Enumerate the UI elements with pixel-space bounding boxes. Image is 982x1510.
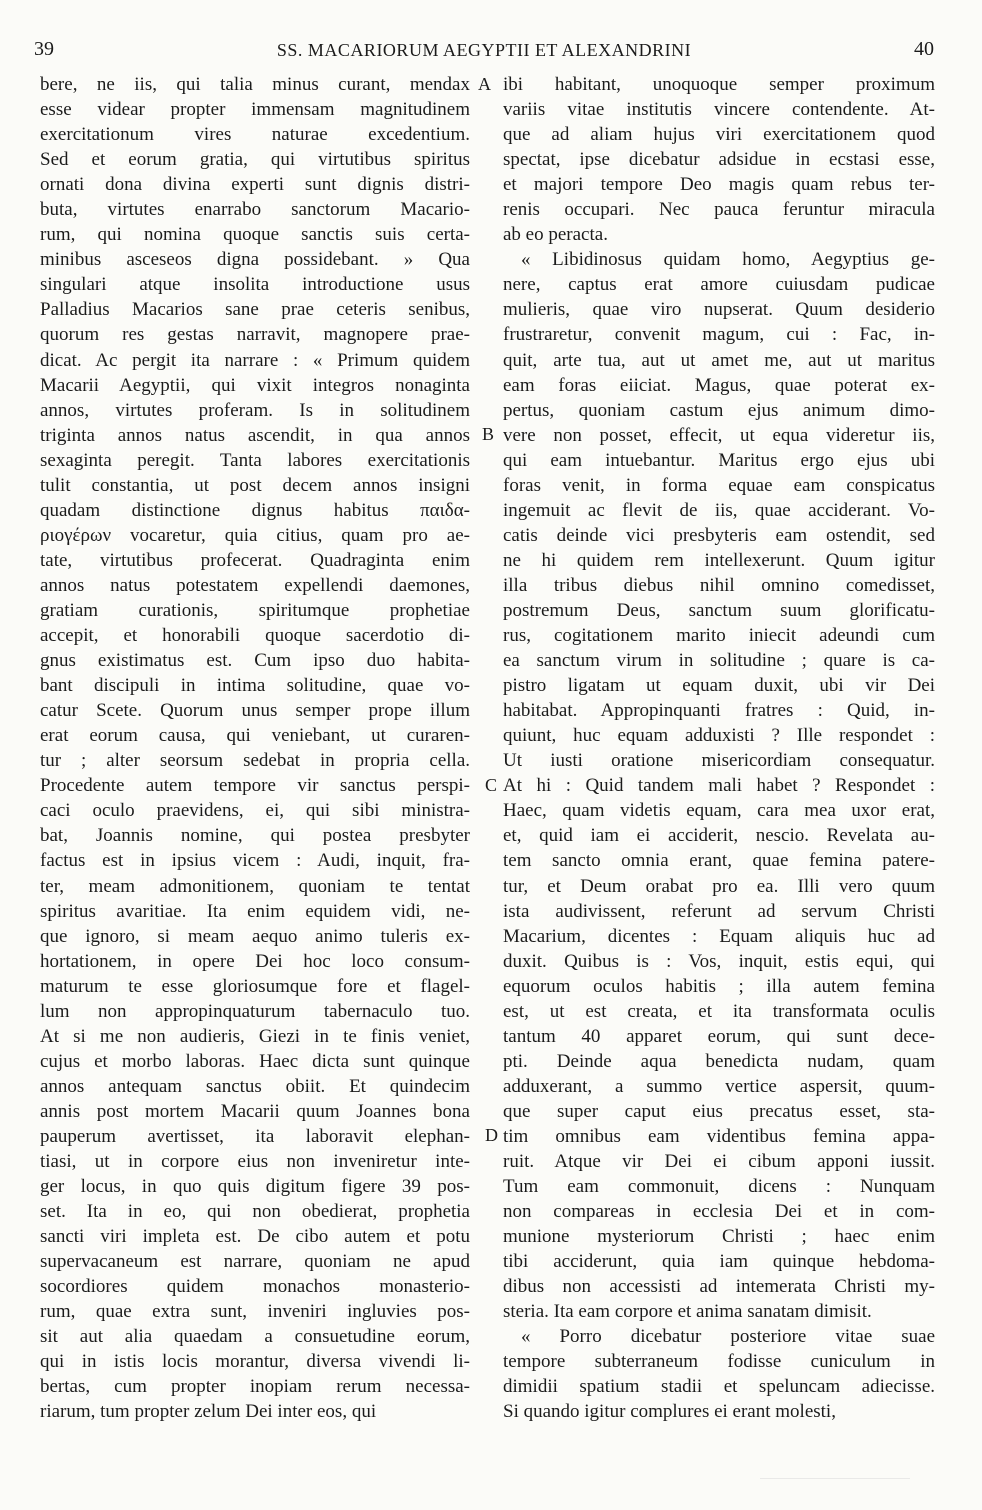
text-line: que ignoro, si meam aequo animo tuleris ex- [40,925,470,947]
text-line: bat, Joannis nomine, qui postea presbyter [40,825,470,847]
text-line: ea sanctum virum in solitudine ; quare is ca- [503,650,935,672]
running-header [34,38,934,62]
text-line: postremum Deus, sanctum suum glorificatu- [503,599,935,621]
text-line: catur Scete. Quorum unus semper prope illum [40,700,470,722]
text-line: annos natus potestatem expellendi daemones, [40,574,470,596]
text-line: triginta annos natus ascendit, in qua annos [40,424,470,446]
text-line: ingemuit ac flevit de iis, quae acciderant. Vo- [503,499,935,521]
text-line: equorum oculos habitis ; illa autem femina [503,975,935,997]
text-line: « Libidinosus quidam homo, Aegyptius ge- [521,249,935,271]
text-line: qui eam intuebantur. Maritus ergo ejus ubi [503,449,935,471]
text-line: singulari atque insolita introductione usus [40,274,470,296]
text-line: ter, meam admonitionem, quoniam te tentat [40,875,470,897]
text-line: ista audivissent, referunt ad servum Christi [503,900,935,922]
text-line: rum, quae extra sunt, inveniri ingluvies pos- [40,1301,470,1323]
text-line: dibus non accessisti ad intemerata Christi my- [503,1276,935,1298]
text-line: annos antequam sanctus obiit. Et quindecim [40,1075,470,1097]
text-line: lum non appropinquaturum tabernaculo tuo. [40,1000,470,1022]
text-line: ab eo peracta. [503,224,608,246]
text-line: maturum te esse gloriosumque fore et flagel- [40,975,470,997]
text-line: adduxerant, a summo vertice aspersit, quum- [503,1075,935,1097]
text-line: Haec, quam videtis equam, cara mea uxor erat, [503,800,935,822]
text-line: hortationem, in opere Dei hoc loco consum- [40,950,470,972]
text-line: dimidii spatium stadii et speluncam adiecisse. [503,1376,935,1398]
text-line: Macarii Aegyptii, qui vixit integros nonaginta [40,374,470,396]
text-line: eam foras eiiciat. Magus, quae poterat ex- [503,374,935,396]
text-line: tem sancto omnia erant, quae femina patere- [503,850,935,872]
text-line: ne hi quidem rem intellexerunt. Quum igitur [503,549,935,571]
text-line: cujus et morbo laboras. Haec dicta sunt quinque [40,1050,470,1072]
text-line: tim omnibus eam videntibus femina appa- [503,1125,935,1147]
text-line: spectat, ipse dicebatur adsidue in ecstasi esse, [503,149,935,171]
text-line: spiritus avaritiae. Ita enim equidem vidi, ne- [40,900,470,922]
text-line: pti. Deinde aqua benedicta nudam, quam [503,1050,935,1072]
text-line: factus est in ipsius vicem : Audi, inquit, fra- [40,850,470,872]
margin-letter-c: C [485,775,498,795]
text-line: exercitationum vires naturae excedentium. [40,124,470,146]
running-title: SS. MACARIORUM AEGYPTII ET ALEXANDRINI [276,40,692,60]
text-line: gratiam curationis, spiritumque prophetiae [40,599,470,621]
text-line: buta, virtutes enarrabo sanctorum Macario- [40,199,470,221]
left-text-column [40,72,470,1425]
page-number-left: 39 [34,38,54,60]
text-line: que ad aliam hujus viri exercitationem quod [503,124,935,146]
text-line: foras venit, in forma equae eam conspicatus [503,474,935,496]
text-line: frustraretur, convenit magum, cui : Fac, in- [503,324,935,346]
text-line: Macarium, dicentes : Equam aliquis huc ad [503,925,935,947]
text-line: quorum res gestas narravit, magnopere prae- [40,324,470,346]
text-line: variis vitae institutis vincere contendente. At- [503,99,935,121]
text-line: sancti viri impleta est. De cibo autem et potu [40,1226,470,1248]
text-line: tiasi, ut in corpore eius non inveniretur inte- [40,1151,470,1173]
page-number-right: 40 [914,38,934,60]
text-line: supervacaneum est narrare, quoniam ne apud [40,1251,470,1273]
text-line: duxit. Quibus is : Vos, inquit, estis equi, qui [503,950,935,972]
text-line: munione mysteriorum Christi ; haec enim [503,1226,935,1248]
text-line: quiunt, huc equam adduxisti ? Ille respondet : [503,725,935,747]
text-line: « Porro dicebatur posteriore vitae suae [521,1326,935,1348]
text-line: erat eorum causa, qui veniebant, ut curaren- [40,725,470,747]
text-line: esse videar propter immensam magnitudinem [40,99,470,121]
text-line: illa tribus diebus nihil omnino comedisset, [503,574,935,596]
text-line: tantum 40 apparet eorum, qui sunt dece- [503,1025,935,1047]
text-line: Tum eam commonuit, dicens : Nunquam [503,1176,935,1198]
text-line: tulit constantia, ut post decem annos insigni [40,474,470,496]
text-line: quadam distinctione dignus habitus παιδα- [40,499,470,521]
text-line: qui in istis locis morantur, diversa vivendi li- [40,1351,470,1373]
text-line: pertus, quoniam castum ejus animum dimo- [503,399,935,421]
text-line: ornati dona divina experti sunt dignis distri- [40,174,470,196]
text-line: non compareas in ecclesia Dei et in com- [503,1201,935,1223]
text-line: annos, virtutes proferam. Is in solitudinem [40,399,470,421]
text-line: nere, captus erat amore cuiusdam pudicae [503,274,935,296]
text-line: est, ut est creata, et ita transformata oculis [503,1000,935,1022]
text-line: tibi acciderunt, quia iam quinque hebdoma- [503,1251,935,1273]
text-line: steria. Ita eam corpore et anima sanatam dimisit. [503,1301,872,1323]
text-line: que super caput eius precatus esset, sta- [503,1100,935,1122]
text-line: Si quando igitur complures ei erant molesti, [503,1401,836,1423]
text-line: At si me non audieris, Giezi in te finis veniet, [40,1025,470,1047]
text-line: ruit. Atque vir Dei ei cibum apponi iussit. [503,1151,935,1173]
text-line: minibus asceseos digna possidebant. » Qua [40,249,470,271]
text-line: quit, arte tua, aut ut amet me, aut ut maritus [503,349,935,371]
text-line: accepit, et honorabili quoque sacerdotio di- [40,625,470,647]
text-line: tur ; alter seorsum sedebat in propria cella. [40,750,470,772]
text-line: socordiores quidem monachos monasterio- [40,1276,470,1298]
text-line: Ut iusti oratione misericordiam consequatur. [503,750,935,772]
text-line: tempore subterraneum fodisse cuniculum in [503,1351,935,1373]
margin-letter-b: B [482,424,495,444]
text-line: ger locus, in quo quis digitum figere 39 pos- [40,1176,470,1198]
text-line: Palladius Macarios sane prae ceteris senibus, [40,299,470,321]
right-text-column [503,72,935,1425]
text-line: bant discipuli in intima solitudine, quae vo- [40,675,470,697]
text-line: vere non posset, effecit, ut equa videretur iis, [503,424,935,446]
text-line: tur, et Deum orabat pro ea. Illi vero quum [503,875,935,897]
text-line: bere, ne iis, qui talia minus curant, mendax [40,74,470,95]
bottom-smudge [760,1478,910,1479]
text-line: caci oculo praevidens, ei, qui sibi ministra- [40,800,470,822]
text-line: tate, virtutibus profecerat. Quadraginta enim [40,549,470,571]
text-line: et, quid iam ei acciderit, nescio. Revelata au- [503,825,935,847]
text-line: annis post mortem Macarii quum Joannes bona [40,1100,470,1122]
text-line: renis occupari. Nec pauca feruntur miracula [503,199,935,221]
text-line: bertas, cum propter inopiam rerum necessa- [40,1376,470,1398]
text-line: Procedente autem tempore vir sanctus perspi- [40,775,470,797]
text-line: ibi habitant, unoquoque semper proximum [503,74,935,95]
text-line: Sed et eorum gratia, qui virtutibus spiritus [40,149,470,171]
text-line: rum, qui nomina quoque sanctis suis certa- [40,224,470,246]
text-line: At hi : Quid tandem mali habet ? Respondet : [503,775,935,797]
text-line: rus, cogitationem marito iniecit adeundi cum [503,625,935,647]
text-line: set. Ita in eo, qui non obedierat, prophetia [40,1201,470,1223]
text-line: ριογέρων vocaretur, quia citius, quam pro ae- [40,524,470,546]
text-line: dicat. Ac pergit ita narrare : « Primum quidem [40,349,470,371]
text-line: et majori tempore Deo magis quam rebus ter- [503,174,935,196]
text-line: pistro ligatam ut equam duxit, ubi vir Dei [503,675,935,697]
margin-letter-a: A [478,74,491,94]
text-line: habitabat. Appropinquanti fratres : Quid, in- [503,700,935,722]
margin-letter-d: D [485,1125,498,1145]
text-line: sexaginta peregit. Tanta labores exercitationis [40,449,470,471]
text-line: gnus existimatus est. Cum ipso duo habita- [40,650,470,672]
text-line: pauperum avertisset, ita laboravit elephan- [40,1125,470,1147]
text-line: mulieris, quae viro nupserat. Quum desiderio [503,299,935,321]
text-line: riarum, tum propter zelum Dei inter eos, qui [40,1401,377,1423]
text-line: catis deinde vici presbyteris eam ostendit, sed [503,524,935,546]
text-line: sit aut alia quaedam a consuetudine eorum, [40,1326,470,1348]
